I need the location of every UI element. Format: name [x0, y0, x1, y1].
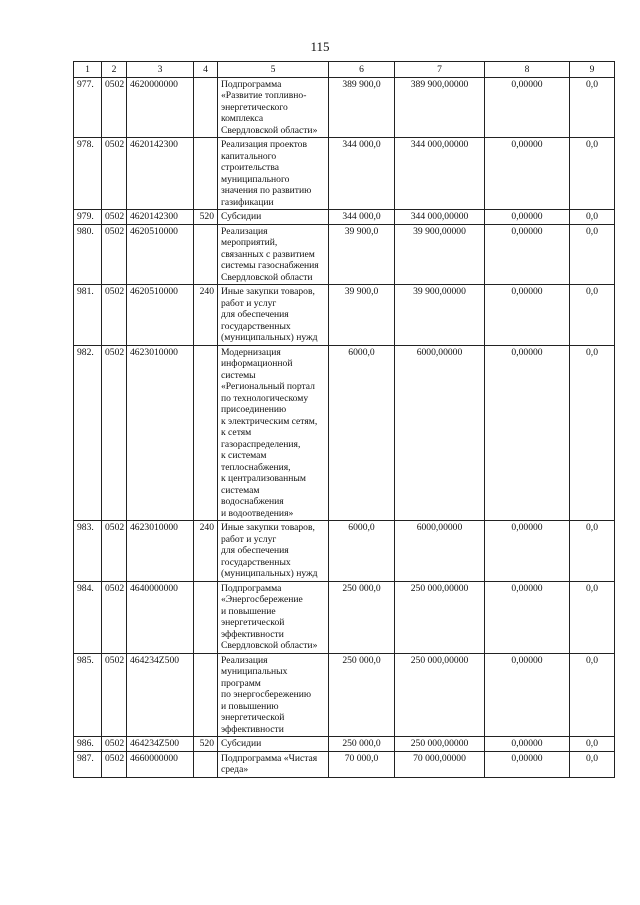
row-number-cell: 981. [74, 285, 102, 346]
table-header-row [74, 62, 615, 78]
row-number-cell: 984. [74, 581, 102, 653]
column-header: 3 [127, 62, 194, 78]
target-article-cell: 4640000000 [127, 581, 194, 653]
item-name-cell: Субсидии [218, 737, 329, 752]
expense-type-cell [194, 653, 218, 737]
expense-type-cell: 240 [194, 521, 218, 582]
column-header: 9 [570, 62, 615, 78]
amount-cell: 0,0 [570, 751, 615, 777]
amount-cell: 0,0 [570, 77, 615, 138]
amount-cell: 6000,00000 [395, 345, 485, 521]
row-number-cell: 987. [74, 751, 102, 777]
amount-cell: 0,0 [570, 224, 615, 285]
table-row [74, 751, 615, 777]
column-header: 1 [74, 62, 102, 78]
target-article-cell: 4620142300 [127, 210, 194, 225]
amount-cell: 39 900,0 [329, 285, 395, 346]
section-code-cell: 0502 [102, 751, 127, 777]
amount-cell: 39 900,00000 [395, 224, 485, 285]
amount-cell: 250 000,00000 [395, 581, 485, 653]
expense-type-cell [194, 345, 218, 521]
item-name-cell: Подпрограмма «Развитие топливно- энергетического комплекса Свердловской области» [218, 77, 329, 138]
amount-cell: 344 000,0 [329, 138, 395, 210]
target-article-cell: 4620510000 [127, 224, 194, 285]
amount-cell: 389 900,0 [329, 77, 395, 138]
table-row [74, 224, 615, 285]
amount-cell: 389 900,00000 [395, 77, 485, 138]
row-number-cell: 980. [74, 224, 102, 285]
row-number-cell: 977. [74, 77, 102, 138]
amount-cell: 0,0 [570, 521, 615, 582]
amount-cell: 344 000,0 [329, 210, 395, 225]
expense-type-cell [194, 581, 218, 653]
row-number-cell: 978. [74, 138, 102, 210]
amount-cell: 250 000,0 [329, 653, 395, 737]
amount-cell: 250 000,00000 [395, 737, 485, 752]
item-name-cell: Субсидии [218, 210, 329, 225]
target-article-cell: 464234Z500 [127, 653, 194, 737]
amount-cell: 0,00000 [485, 138, 570, 210]
amount-cell: 250 000,0 [329, 737, 395, 752]
target-article-cell: 4620142300 [127, 138, 194, 210]
column-header: 2 [102, 62, 127, 78]
section-code-cell: 0502 [102, 737, 127, 752]
amount-cell: 0,00000 [485, 210, 570, 225]
section-code-cell: 0502 [102, 77, 127, 138]
column-header: 4 [194, 62, 218, 78]
amount-cell: 0,0 [570, 653, 615, 737]
amount-cell: 39 900,0 [329, 224, 395, 285]
item-name-cell: Реализация проектов капитального строительства муниципального значения по развитию газификации [218, 138, 329, 210]
table-row [74, 138, 615, 210]
row-number-cell: 982. [74, 345, 102, 521]
item-name-cell: Подпрограмма «Энергосбережение и повышение энергетической эффективности Свердловской области» [218, 581, 329, 653]
amount-cell: 344 000,00000 [395, 210, 485, 225]
expense-type-cell: 520 [194, 210, 218, 225]
target-article-cell: 4623010000 [127, 345, 194, 521]
table-row [74, 737, 615, 752]
amount-cell: 70 000,00000 [395, 751, 485, 777]
expense-type-cell [194, 138, 218, 210]
target-article-cell: 464234Z500 [127, 737, 194, 752]
expense-type-cell: 240 [194, 285, 218, 346]
amount-cell: 0,00000 [485, 581, 570, 653]
amount-cell: 0,00000 [485, 521, 570, 582]
amount-cell: 0,00000 [485, 345, 570, 521]
expense-type-cell [194, 77, 218, 138]
target-article-cell: 4620510000 [127, 285, 194, 346]
table-row [74, 285, 615, 346]
row-number-cell: 979. [74, 210, 102, 225]
section-code-cell: 0502 [102, 285, 127, 346]
table-row [74, 77, 615, 138]
row-number-cell: 985. [74, 653, 102, 737]
amount-cell: 0,00000 [485, 224, 570, 285]
amount-cell: 250 000,0 [329, 581, 395, 653]
column-header: 5 [218, 62, 329, 78]
amount-cell: 0,00000 [485, 77, 570, 138]
expense-type-cell: 520 [194, 737, 218, 752]
table-row [74, 210, 615, 225]
section-code-cell: 0502 [102, 345, 127, 521]
amount-cell: 344 000,00000 [395, 138, 485, 210]
expense-type-cell [194, 751, 218, 777]
item-name-cell: Реализация мероприятий, связанных с развитием системы газоснабжения Свердловской области [218, 224, 329, 285]
amount-cell: 0,0 [570, 581, 615, 653]
column-header: 7 [395, 62, 485, 78]
amount-cell: 6000,0 [329, 345, 395, 521]
budget-table [73, 61, 615, 778]
section-code-cell: 0502 [102, 224, 127, 285]
amount-cell: 0,0 [570, 285, 615, 346]
column-header: 8 [485, 62, 570, 78]
amount-cell: 0,00000 [485, 285, 570, 346]
column-header: 6 [329, 62, 395, 78]
section-code-cell: 0502 [102, 521, 127, 582]
target-article-cell: 4660000000 [127, 751, 194, 777]
expense-type-cell [194, 224, 218, 285]
section-code-cell: 0502 [102, 653, 127, 737]
amount-cell: 0,00000 [485, 653, 570, 737]
amount-cell: 0,00000 [485, 737, 570, 752]
section-code-cell: 0502 [102, 581, 127, 653]
table-row [74, 521, 615, 582]
target-article-cell: 4620000000 [127, 77, 194, 138]
item-name-cell: Иные закупки товаров, работ и услуг для обеспечения государственных (муниципальных) нужд [218, 285, 329, 346]
item-name-cell: Модернизация информационной системы «Региональный портал по технологическому присоединению к электрическим сетям, к сетям газораспределения, к системам теплоснабжения, к централизованным системам водоснабжения и водоотведения» [218, 345, 329, 521]
amount-cell: 0,0 [570, 345, 615, 521]
amount-cell: 6000,0 [329, 521, 395, 582]
amount-cell: 70 000,0 [329, 751, 395, 777]
item-name-cell: Подпрограмма «Чистая среда» [218, 751, 329, 777]
page-number: 115 [310, 39, 330, 54]
section-code-cell: 0502 [102, 138, 127, 210]
amount-cell: 39 900,00000 [395, 285, 485, 346]
row-number-cell: 986. [74, 737, 102, 752]
table-row [74, 653, 615, 737]
amount-cell: 6000,00000 [395, 521, 485, 582]
amount-cell: 0,0 [570, 737, 615, 752]
item-name-cell: Иные закупки товаров, работ и услуг для обеспечения государственных (муниципальных) нужд [218, 521, 329, 582]
amount-cell: 250 000,00000 [395, 653, 485, 737]
table-row [74, 581, 615, 653]
section-code-cell: 0502 [102, 210, 127, 225]
target-article-cell: 4623010000 [127, 521, 194, 582]
table-row [74, 345, 615, 521]
amount-cell: 0,0 [570, 138, 615, 210]
item-name-cell: Реализация муниципальных программ по энергосбережению и повышению энергетической эффективности [218, 653, 329, 737]
row-number-cell: 983. [74, 521, 102, 582]
amount-cell: 0,0 [570, 210, 615, 225]
amount-cell: 0,00000 [485, 751, 570, 777]
